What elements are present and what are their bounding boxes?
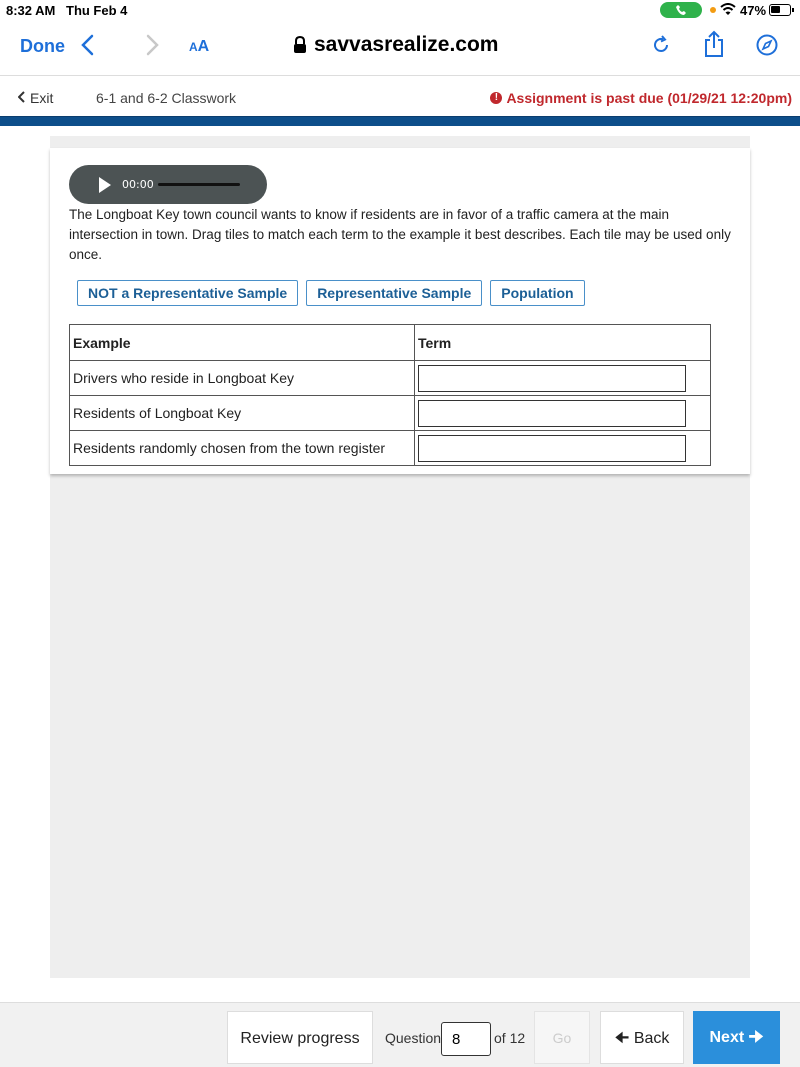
back-label: Back bbox=[633, 1030, 670, 1047]
aa-big: A bbox=[197, 38, 210, 55]
column-header-example: Example bbox=[70, 325, 415, 361]
exit-label: Exit bbox=[30, 90, 54, 106]
term-cell bbox=[415, 361, 711, 396]
browser-forward-icon[interactable] bbox=[144, 34, 160, 56]
exit-button[interactable] bbox=[18, 90, 53, 106]
status-bar bbox=[0, 0, 800, 20]
aa-small: A bbox=[189, 40, 198, 54]
browser-toolbar bbox=[0, 20, 800, 76]
privacy-dot bbox=[710, 7, 716, 13]
question-number-input[interactable] bbox=[441, 1022, 491, 1056]
example-cell: Drivers who reside in Longboat Key bbox=[70, 361, 415, 396]
term-dropzone[interactable] bbox=[418, 400, 686, 427]
wifi-icon bbox=[720, 3, 736, 16]
term-dropzone[interactable] bbox=[418, 435, 686, 462]
past-due-text: Assignment is past due (01/29/21 12:20pm) bbox=[506, 90, 792, 106]
done-button[interactable]: Done bbox=[20, 36, 65, 56]
example-cell: Residents randomly chosen from the town register bbox=[70, 431, 415, 466]
table-header-row bbox=[70, 325, 711, 361]
review-progress-button[interactable]: Review progress bbox=[227, 1011, 373, 1064]
column-header-term: Term bbox=[415, 325, 711, 361]
next-button[interactable]: Next 🠊 bbox=[693, 1011, 780, 1064]
question-navigation bbox=[0, 1002, 800, 1067]
browser-back-icon[interactable] bbox=[80, 34, 96, 56]
alert-icon: ! bbox=[490, 92, 502, 104]
content-area bbox=[0, 126, 800, 1002]
question-label: Question bbox=[385, 1030, 442, 1046]
term-dropzone[interactable] bbox=[418, 365, 686, 392]
battery-percent: 47% bbox=[740, 3, 767, 18]
header-divider bbox=[0, 116, 800, 126]
question-total: of 12 bbox=[494, 1030, 526, 1046]
tile-bank bbox=[77, 280, 585, 306]
question-card bbox=[50, 148, 750, 474]
matching-table bbox=[69, 324, 711, 466]
table-row bbox=[70, 396, 711, 431]
audio-player bbox=[69, 165, 267, 204]
status-date: Thu Feb 4 bbox=[66, 3, 128, 18]
tile-not-representative-sample[interactable]: NOT a Representative Sample bbox=[77, 280, 298, 306]
tile-population[interactable]: Population bbox=[490, 280, 584, 306]
share-icon[interactable] bbox=[703, 30, 725, 58]
audio-progress-track[interactable] bbox=[158, 183, 240, 186]
lock-icon bbox=[293, 36, 307, 54]
chevron-left-icon bbox=[18, 91, 26, 103]
address-bar[interactable]: savvasrealize.com bbox=[314, 33, 499, 56]
assignment-title: 6-1 and 6-2 Classwork bbox=[96, 90, 237, 106]
table-row bbox=[70, 431, 711, 466]
table-row bbox=[70, 361, 711, 396]
go-button[interactable]: Go bbox=[534, 1011, 590, 1064]
term-cell bbox=[415, 396, 711, 431]
reload-icon[interactable] bbox=[651, 35, 671, 55]
next-label: Next bbox=[709, 1029, 745, 1046]
assignment-header bbox=[0, 77, 800, 117]
battery-icon bbox=[769, 4, 791, 16]
play-icon[interactable] bbox=[99, 177, 111, 193]
term-cell bbox=[415, 431, 711, 466]
status-time: 8:32 AM bbox=[6, 3, 56, 18]
past-due-notice bbox=[490, 90, 792, 106]
question-prompt: The Longboat Key town council wants to know if residents are in favor of a traffic camera at the main intersection in town. Drag tiles to match each term to the example it best describes. Each tile may be used only once. bbox=[69, 207, 731, 262]
example-cell: Residents of Longboat Key bbox=[70, 396, 415, 431]
tile-representative-sample[interactable]: Representative Sample bbox=[306, 280, 482, 306]
audio-time: 00:00 bbox=[122, 178, 154, 191]
back-button[interactable]: 🠈 Back bbox=[600, 1011, 684, 1064]
phone-icon bbox=[675, 4, 687, 16]
call-indicator[interactable] bbox=[660, 2, 702, 18]
compass-icon[interactable] bbox=[756, 34, 778, 56]
reader-options-button[interactable] bbox=[189, 38, 209, 56]
